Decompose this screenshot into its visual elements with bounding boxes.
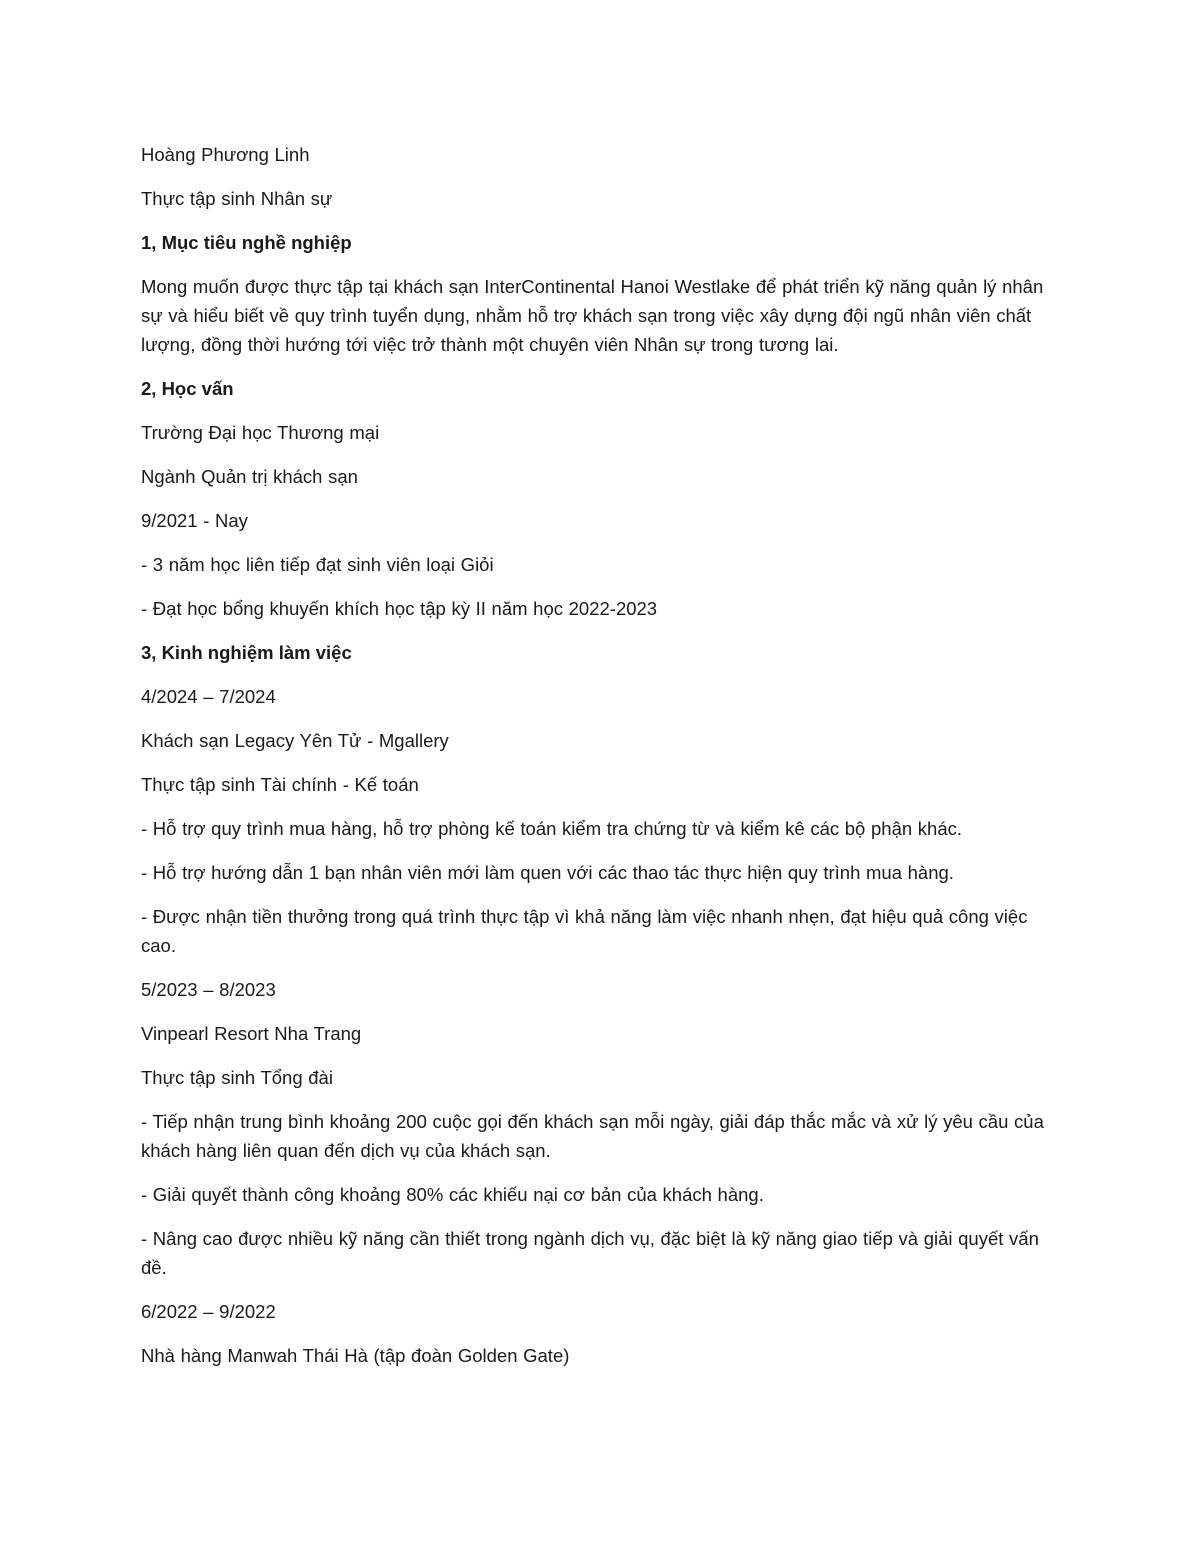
job-duty: - Tiếp nhận trung bình khoảng 200 cuộc gọi đến khách sạn mỗi ngày, giải đáp thắc mắc và xử lý yêu cầu của khách hàng liên quan đến dịch vụ của khách sạn. [141,1111,1044,1161]
objective-text: Mong muốn được thực tập tại khách sạn InterContinental Hanoi Westlake để phát triển kỹ năng quản lý nhân sự và hiểu biết về quy trình tuyển dụng, nhằm hỗ trợ khách sạn trong việc xây dựng đội ngũ nhân viên chất lượng, đồng thời hướng tới việc trở thành một chuyên viên Nhân sự trong tương lai. [141,276,1044,355]
job-company: Vinpearl Resort Nha Trang [141,1023,362,1044]
job-period: 4/2024 – 7/2024 [141,686,276,707]
job-company: Nhà hàng Manwah Thái Hà (tập đoàn Golden Gate) [141,1345,570,1366]
job-duty: - Nâng cao được nhiều kỹ năng cần thiết trong ngành dịch vụ, đặc biệt là kỹ năng giao tiếp và giải quyết vấn đề. [141,1228,1039,1278]
candidate-name: Hoàng Phương Linh [141,144,310,165]
education-major: Ngành Quản trị khách sạn [141,466,358,487]
education-heading: 2, Học vấn [141,378,234,399]
experience-heading: 3, Kinh nghiệm làm việc [141,642,352,663]
job-duty: - Hỗ trợ quy trình mua hàng, hỗ trợ phòng kế toán kiểm tra chứng từ và kiểm kê các bộ phận khác. [141,818,962,839]
job-duty: - Hỗ trợ hướng dẫn 1 bạn nhân viên mới làm quen với các thao tác thực hiện quy trình mua hàng. [141,862,954,883]
job-duty: - Được nhận tiền thưởng trong quá trình thực tập vì khả năng làm việc nhanh nhẹn, đạt hiệu quả công việc cao. [141,906,1028,956]
education-school: Trường Đại học Thương mại [141,422,380,443]
education-period: 9/2021 - Nay [141,510,248,531]
document-page [141,140,1061,1385]
job-role: Thực tập sinh Tài chính - Kế toán [141,774,419,795]
candidate-position: Thực tập sinh Nhân sự [141,188,333,209]
job-duty: - Giải quyết thành công khoảng 80% các khiếu nại cơ bản của khách hàng. [141,1184,764,1205]
job-company: Khách sạn Legacy Yên Tử - Mgallery [141,730,449,751]
objective-heading: 1, Mục tiêu nghề nghiệp [141,232,352,253]
job-period: 6/2022 – 9/2022 [141,1301,276,1322]
job-period: 5/2023 – 8/2023 [141,979,276,1000]
education-achievement: - 3 năm học liên tiếp đạt sinh viên loại Giỏi [141,554,494,575]
job-role: Thực tập sinh Tổng đài [141,1067,333,1088]
education-achievement: - Đạt học bổng khuyến khích học tập kỳ II năm học 2022-2023 [141,598,658,619]
